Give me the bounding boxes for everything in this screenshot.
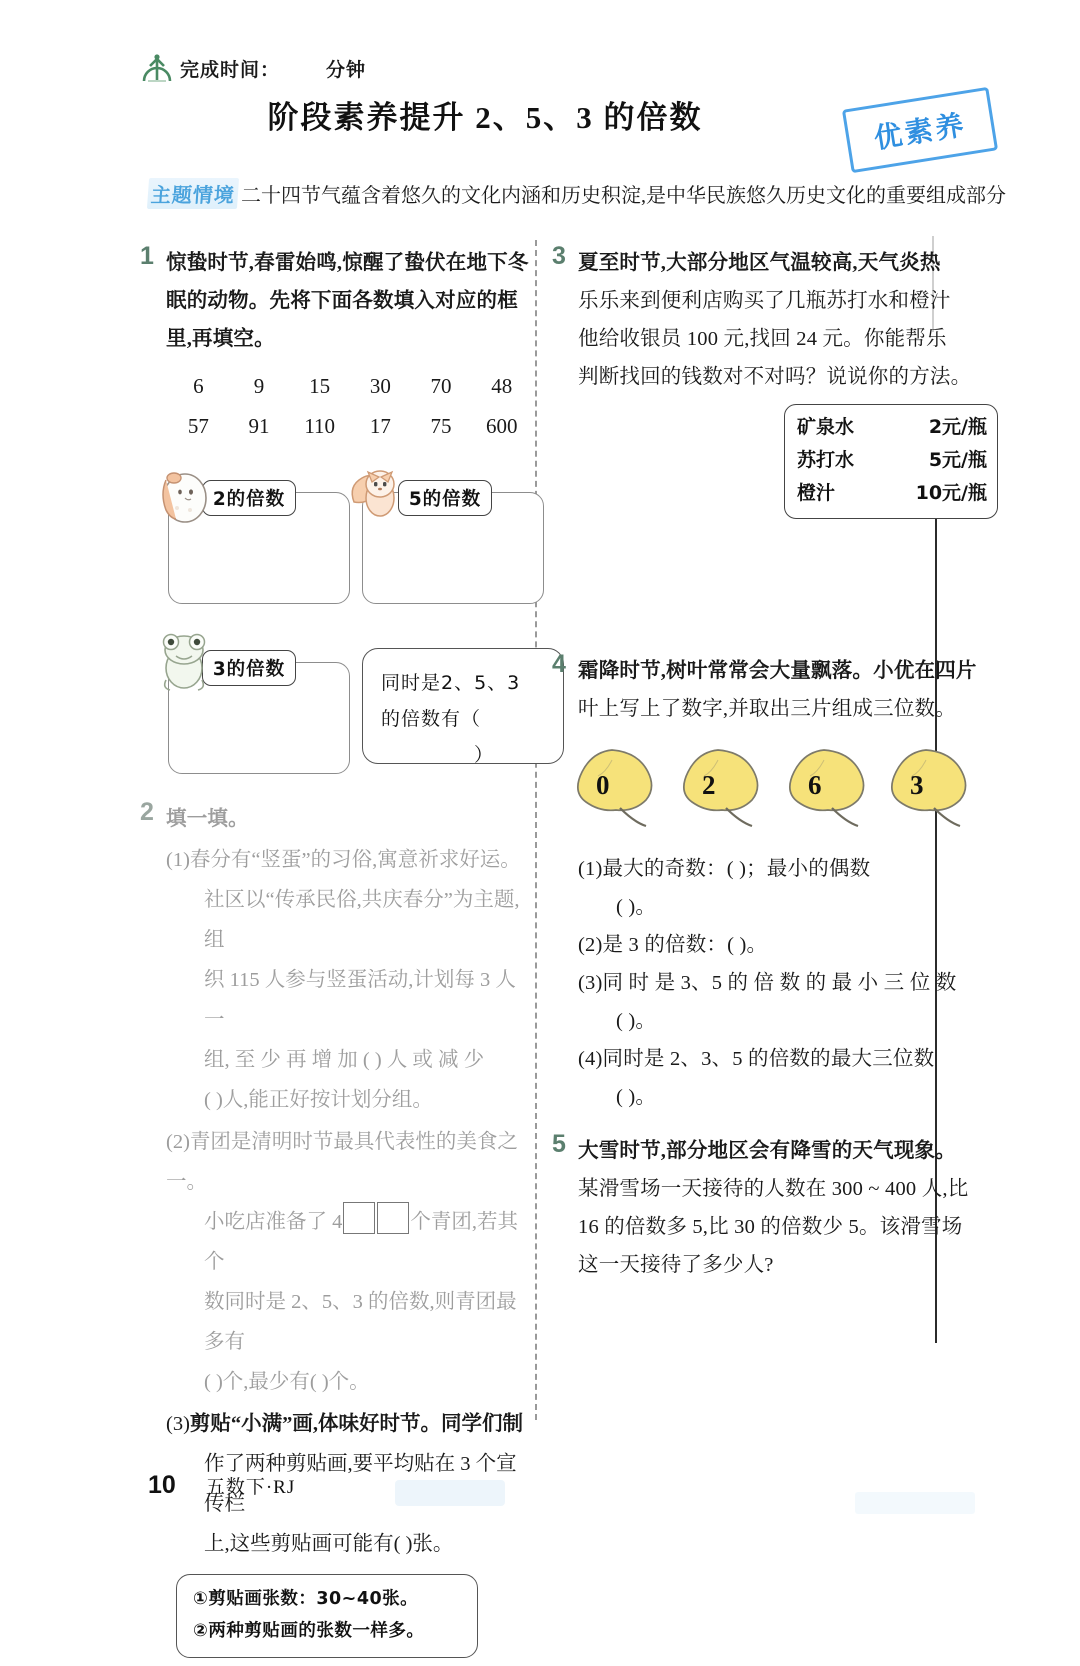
pool-number: 75 <box>430 414 452 438</box>
completion-time-row <box>140 52 366 84</box>
question-2 <box>140 800 532 1658</box>
item-label: (2) <box>166 1131 190 1153</box>
q4-item-3[interactable] <box>578 964 957 1002</box>
pool-number: 91 <box>248 414 270 438</box>
pool-number: 110 <box>304 414 336 438</box>
completion-time-label: 完成时间： 分钟 <box>180 59 367 81</box>
box-line-suffix: 个青团,若其个 <box>204 1211 518 1273</box>
price-row <box>797 477 987 510</box>
product-name: 矿泉水 <box>797 416 855 438</box>
theme-tag: 主题情境 <box>147 178 239 209</box>
number-row-1 <box>168 366 532 406</box>
item-line[interactable]: ( )人,能正好按计划分组。 <box>204 1089 433 1111</box>
ginkgo-leaves-row <box>560 734 944 844</box>
price-list-table <box>784 404 998 519</box>
leaf-number: 6 <box>808 770 822 800</box>
question-1-sort-boxes <box>140 454 532 794</box>
question-5 <box>552 1130 969 1284</box>
squirrel-icon <box>346 462 408 531</box>
item-line: 织 115 人参与竖蛋活动,计划每 3 人一 <box>204 969 516 1031</box>
hint-line-2: ②两种剪贴画的张数一样多。 <box>193 1621 425 1641</box>
badge-label: 优素养 <box>871 107 969 156</box>
ginkgo-leaf-icon <box>672 734 768 838</box>
ginkgo-leaf-icon <box>778 734 874 838</box>
item-text: 同 时 是 3、5 的 倍 数 的 最 小 三 位 数 <box>602 972 957 994</box>
ginkgo-leaf-icon <box>880 734 976 838</box>
summary-line-1: 同时是2、5、3 <box>381 672 521 694</box>
watermark-smudge-right <box>855 1492 975 1514</box>
product-name: 苏打水 <box>797 449 855 471</box>
digit-box[interactable] <box>377 1202 409 1234</box>
frog-icon <box>154 630 214 699</box>
q4-item-2[interactable] <box>578 926 944 964</box>
question-1-number: 1 <box>140 242 154 270</box>
page-title: 阶段素养提升 2、5、3 的倍数 <box>267 100 703 135</box>
label-multiples-of-5 <box>398 480 492 516</box>
watermark-smudge <box>395 1480 505 1506</box>
question-3-text <box>578 244 972 396</box>
label-text: 3的倍数 <box>212 659 286 680</box>
label-text: 2的倍数 <box>212 489 286 510</box>
left-column <box>140 244 532 1666</box>
hamster-icon <box>152 464 214 531</box>
leaf-number: 3 <box>910 770 924 800</box>
pool-number: 600 <box>485 414 518 438</box>
question-1-number-pool <box>168 366 532 446</box>
leaf-number: 0 <box>596 770 610 800</box>
question-4-line: 霜降时节,树叶常常会大量飘落。小优在四片 <box>578 660 977 682</box>
product-price: 2元/瓶 <box>928 416 987 438</box>
question-4-line: 叶上写上了数字,并取出三片组成三位数。 <box>578 698 956 720</box>
item-label: (1) <box>166 849 190 871</box>
item-text: 同时是 2、3、5 的倍数的最大三位数 <box>602 1048 935 1070</box>
question-4-items <box>578 850 957 1116</box>
product-price: 10元/瓶 <box>915 482 987 504</box>
q4-item-4[interactable] <box>578 1040 944 1078</box>
item-line: 数同时是 2、5、3 的倍数,则青团最多有 <box>204 1291 517 1353</box>
question-5-text <box>578 1132 969 1284</box>
pool-number: 30 <box>369 374 391 398</box>
pool-number: 6 <box>193 374 204 398</box>
question-4-number: 4 <box>552 650 566 678</box>
box-line-prefix: 小吃店准备了 4 <box>204 1211 343 1233</box>
product-name: 橙汁 <box>797 482 836 504</box>
item-line[interactable]: 组, 至 少 再 增 加 ( ) 人 或 减 少 <box>204 1049 485 1071</box>
question-3-line: 判断找回的钱数对不对吗？说说你的方法。 <box>578 366 972 388</box>
question-2-item-1 <box>140 840 532 1120</box>
item-line: 社区以“传承民俗,共庆春分”为主题,组 <box>204 889 520 951</box>
page-footer <box>148 1471 295 1500</box>
pool-number: 9 <box>253 374 265 398</box>
item-line: 春分有“竖蛋”的习俗,寓意祈求好运。 <box>189 849 521 871</box>
answer-box-common-multiples[interactable] <box>362 648 564 764</box>
question-3-line: 夏至时节,大部分地区气温较高,天气炎热 <box>578 252 941 274</box>
item-label: (1) <box>578 858 603 880</box>
summary-line-3: ） <box>473 744 494 766</box>
product-price: 5元/瓶 <box>928 449 987 471</box>
leaf-number: 2 <box>702 770 716 800</box>
q4-item-3-cont[interactable]: ( )。 <box>616 1010 657 1032</box>
price-row <box>797 444 987 477</box>
question-2-item-2 <box>140 1122 532 1402</box>
item-text: 最大的奇数：( )；最小的偶数 <box>602 858 871 880</box>
item-line[interactable]: ( )个,最少有( )个。 <box>204 1371 370 1393</box>
item-line-with-blanks <box>166 1202 532 1282</box>
item-label: (3) <box>578 972 603 994</box>
question-3 <box>552 242 987 644</box>
label-multiples-of-3 <box>202 650 296 686</box>
pool-number: 15 <box>309 374 331 398</box>
ginkgo-leaf-icon <box>566 734 662 838</box>
item-line: 青团是清明时节最具代表性的美食之一。 <box>166 1131 518 1193</box>
question-2-title: 填一填。 <box>166 808 249 830</box>
question-5-line: 某滑雪场一天接待的人数在 300 ~ 400 人,比 <box>578 1178 969 1200</box>
item-line[interactable]: 上,这些剪贴画可能有( )张。 <box>204 1533 454 1555</box>
theme-text: 二十四节气蕴含着悠久的文化内涵和历史积淀,是中华民族悠久历史文化的重要组成部分 <box>241 185 1006 207</box>
item-line: 作了两种剪贴画,要平均贴在 3 个宣传栏 <box>204 1453 517 1515</box>
summary-line-2: 的倍数有（ <box>381 708 482 730</box>
question-5-number: 5 <box>552 1130 566 1158</box>
question-3-line: 乐乐来到便利店购买了几瓶苏打水和橙汁 <box>578 290 951 312</box>
stopwatch-icon <box>140 52 174 84</box>
number-row-2 <box>168 406 532 446</box>
column-divider <box>535 240 537 1420</box>
digit-box[interactable] <box>343 1202 375 1234</box>
question-2-number: 2 <box>140 798 154 826</box>
q4-item-4-cont[interactable]: ( )。 <box>616 1086 657 1108</box>
label-text: 5的倍数 <box>408 489 482 510</box>
question-5-line: 16 的倍数多 5,比 30 的倍数少 5。该滑雪场 <box>578 1216 963 1238</box>
q4-item-1[interactable] <box>578 850 944 888</box>
question-1-text: 惊蛰时节,春雷始鸣,惊醒了蛰伏在地下冬眠的动物。先将下面各数填入对应的框里,再填空。 <box>166 252 529 350</box>
question-1 <box>140 244 532 794</box>
question-3-line: 他给收银员 100 元,找回 24 元。你能帮乐 <box>578 328 947 350</box>
question-2-hint-box <box>176 1574 478 1658</box>
q4-item-1-cont[interactable]: ( )。 <box>616 896 657 918</box>
question-4 <box>552 650 977 1116</box>
item-label: (3) <box>166 1413 190 1435</box>
page-number: 10 <box>148 1471 176 1499</box>
item-text: 是 3 的倍数：( )。 <box>602 934 768 956</box>
question-3-number: 3 <box>552 242 566 270</box>
item-label: (2) <box>578 934 603 956</box>
pool-number: 57 <box>187 414 209 438</box>
right-column <box>552 242 987 1292</box>
book-label: 五数下·RJ <box>205 1477 296 1498</box>
item-line: 剪贴“小满”画,体味好时节。同学们制 <box>189 1413 524 1435</box>
pool-number: 17 <box>369 414 391 438</box>
pool-number: 70 <box>430 374 452 398</box>
question-5-line: 大雪时节,部分地区会有降雪的天气现象。 <box>578 1140 956 1162</box>
pool-number: 48 <box>491 374 513 398</box>
price-row <box>797 411 987 444</box>
hint-line-1: ①剪贴画张数：30~40张。 <box>193 1589 419 1609</box>
question-4-text <box>578 652 977 728</box>
label-multiples-of-2 <box>202 480 296 516</box>
theme-context-row <box>148 178 1080 209</box>
question-5-line: 这一天接待了多少人? <box>578 1254 774 1276</box>
item-label: (4) <box>578 1048 603 1070</box>
